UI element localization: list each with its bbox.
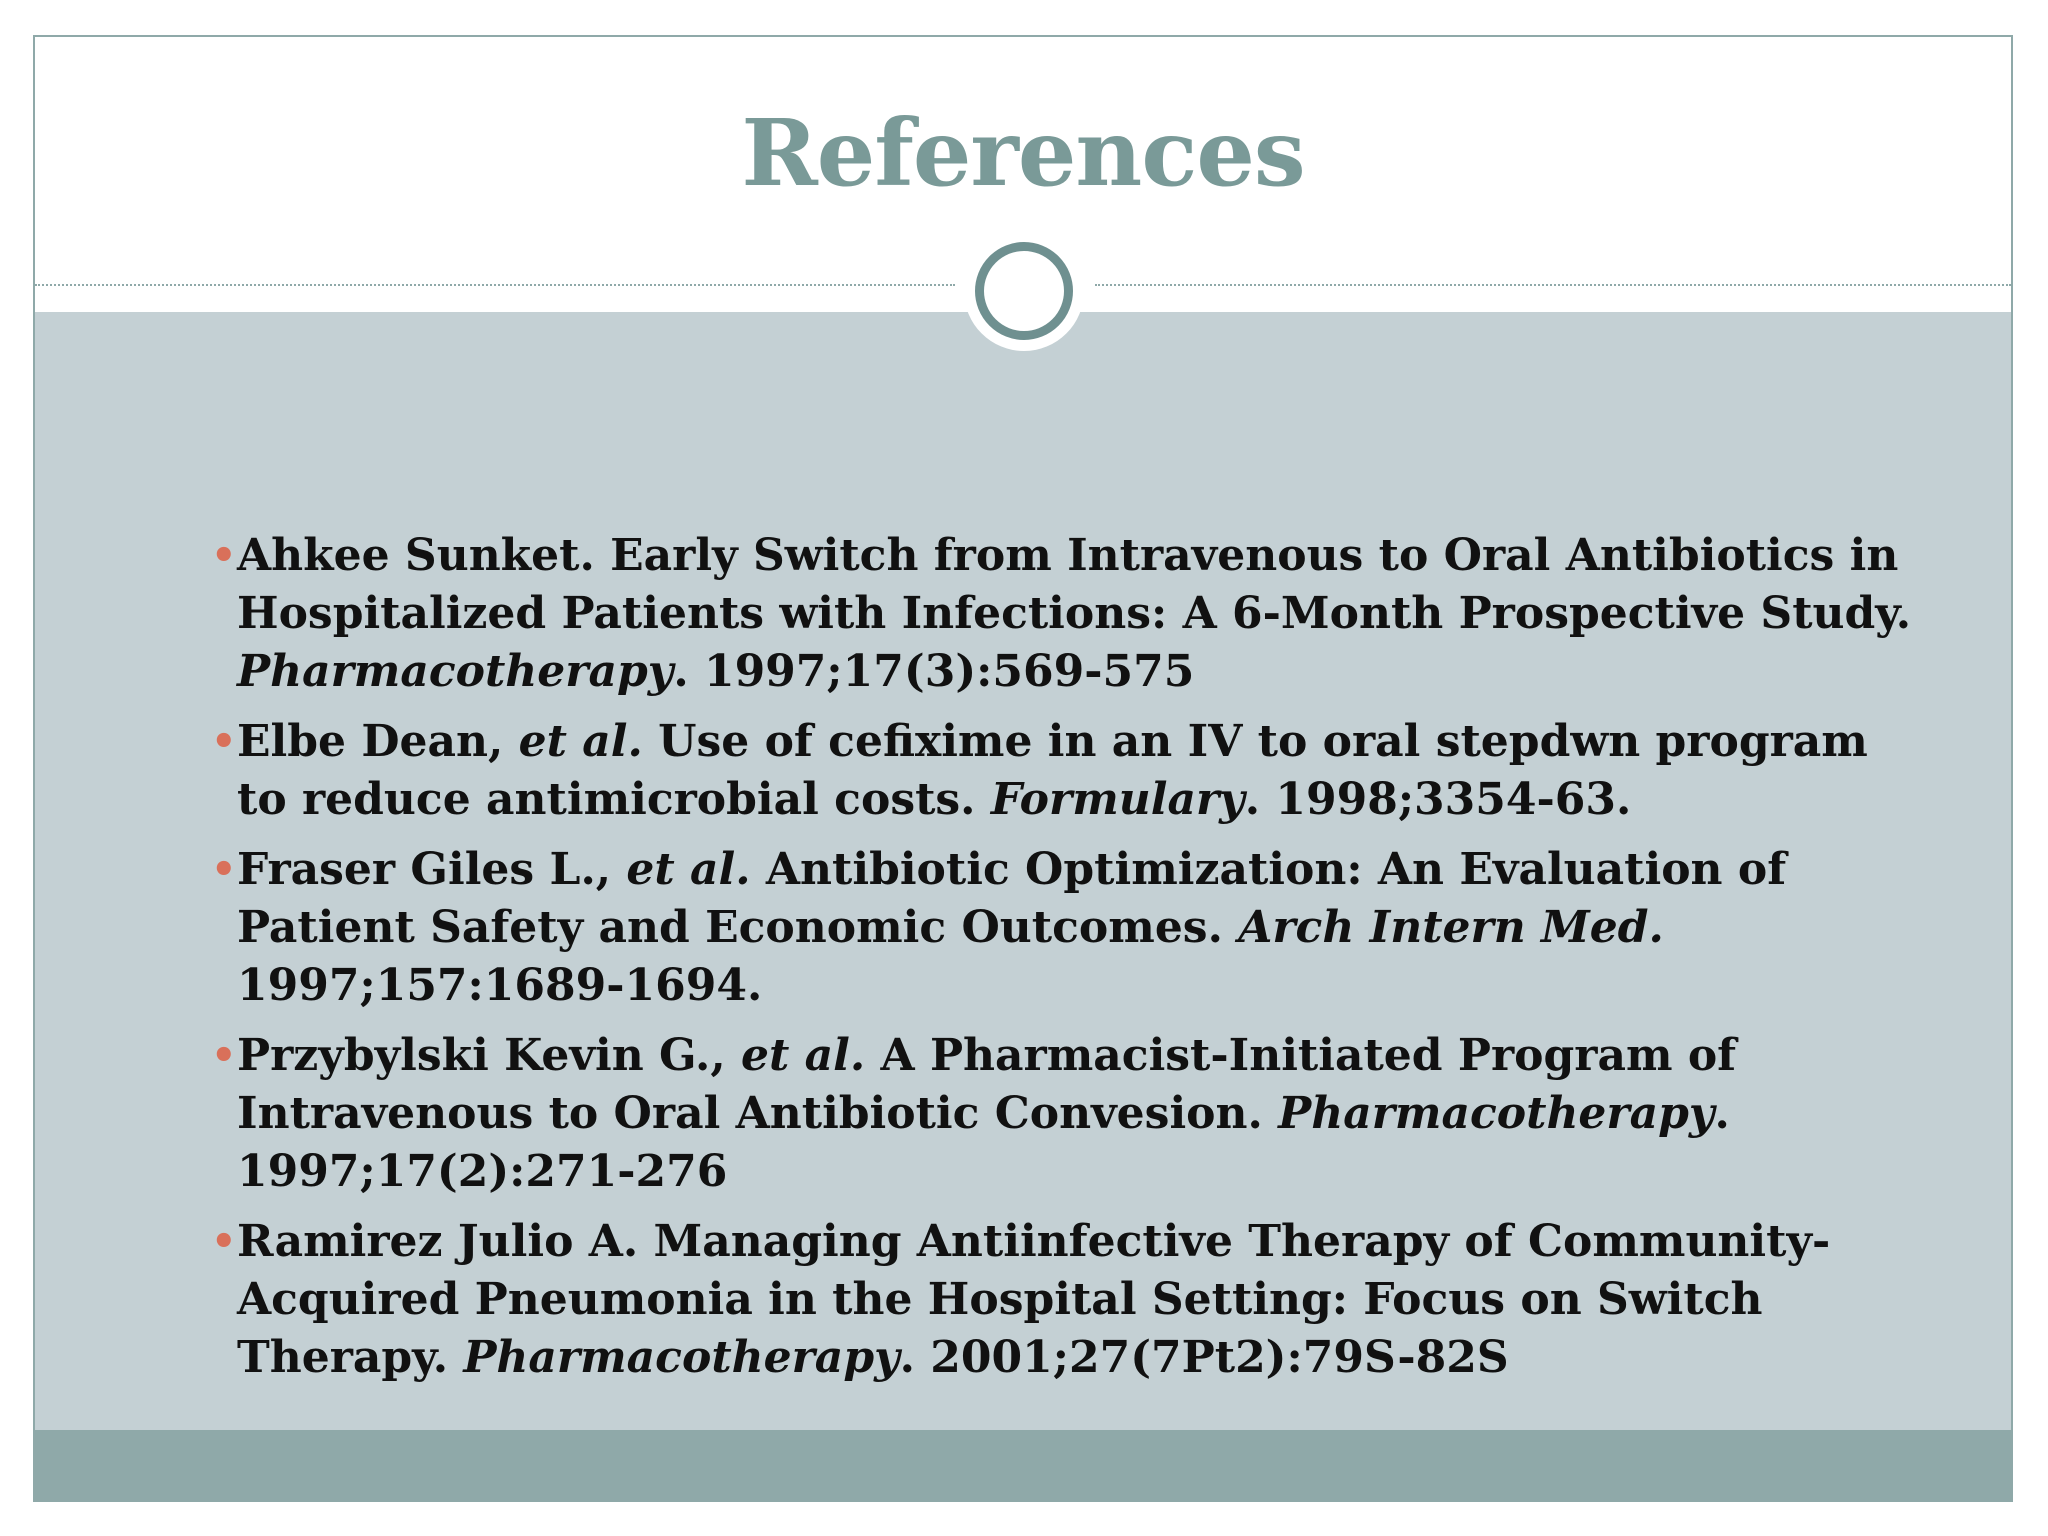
reference-citation: 1997;157:1689-1694. [237,960,763,1011]
reference-item [155,841,1915,1015]
reference-citation: . 1997;17(3):569-575 [673,646,1195,697]
footer-bar [35,1430,2011,1502]
bullet-icon: • [211,532,237,579]
slide-title: References [741,99,1305,207]
references-list [155,527,1915,1399]
reference-title: A Pharmacist-Initiated Program of Intravenous to Oral Antibiotic Convesion. [237,1030,1737,1139]
bullet-icon: • [211,1218,237,1265]
reference-citation: . 2001;27(7Pt2):79S-82S [899,1332,1509,1383]
reference-item [155,527,1915,701]
reference-authors: Elbe Dean, [237,716,519,767]
reference-journal: Pharmacotherapy [237,646,674,697]
reference-etal: et al. [518,716,643,767]
reference-citation: . 1997;17(2):271-276 [237,1088,1730,1197]
reference-item [155,713,1915,829]
slide [33,35,2013,1502]
reference-citation: . 1998;3354-63. [1244,774,1632,825]
reference-authors: Ahkee Sunket. [237,530,595,581]
reference-authors: Przybylski Kevin G., [237,1030,741,1081]
title-divider-left [35,284,955,286]
bullet-icon: • [211,718,237,765]
reference-etal: et al. [740,1030,866,1081]
reference-authors: Ramirez Julio A. [237,1216,639,1267]
reference-title: Use of cefixime in an IV to oral stepdwn program to reduce antimicrobial costs. [237,716,1868,825]
reference-authors: Fraser Giles L., [237,844,627,895]
reference-journal: Arch Intern Med. [1238,902,1664,953]
reference-title: Early Switch from Intravenous to Oral Antibiotics in Hospitalized Patients with Infections: A 6-Month Prospective Study. [237,530,1912,639]
circle-ornament-icon [975,242,1073,340]
reference-title: Antibiotic Optimization: An Evaluation of Patient Safety and Economic Outcomes. [237,844,1787,953]
bullet-icon: • [211,846,237,893]
reference-item [155,1213,1915,1387]
reference-item [155,1027,1915,1201]
title-divider-right [1095,284,2011,286]
reference-journal: Pharmacotherapy [1278,1088,1715,1139]
reference-journal: Pharmacotherapy [463,1332,900,1383]
reference-title: Managing Antiinfective Therapy of Community-Acquired Pneumonia in the Hospital Setting: Focus on Switch Therapy. [237,1216,1831,1383]
reference-etal: et al. [626,844,751,895]
reference-journal: Formulary [990,774,1245,825]
bullet-icon: • [211,1032,237,1079]
